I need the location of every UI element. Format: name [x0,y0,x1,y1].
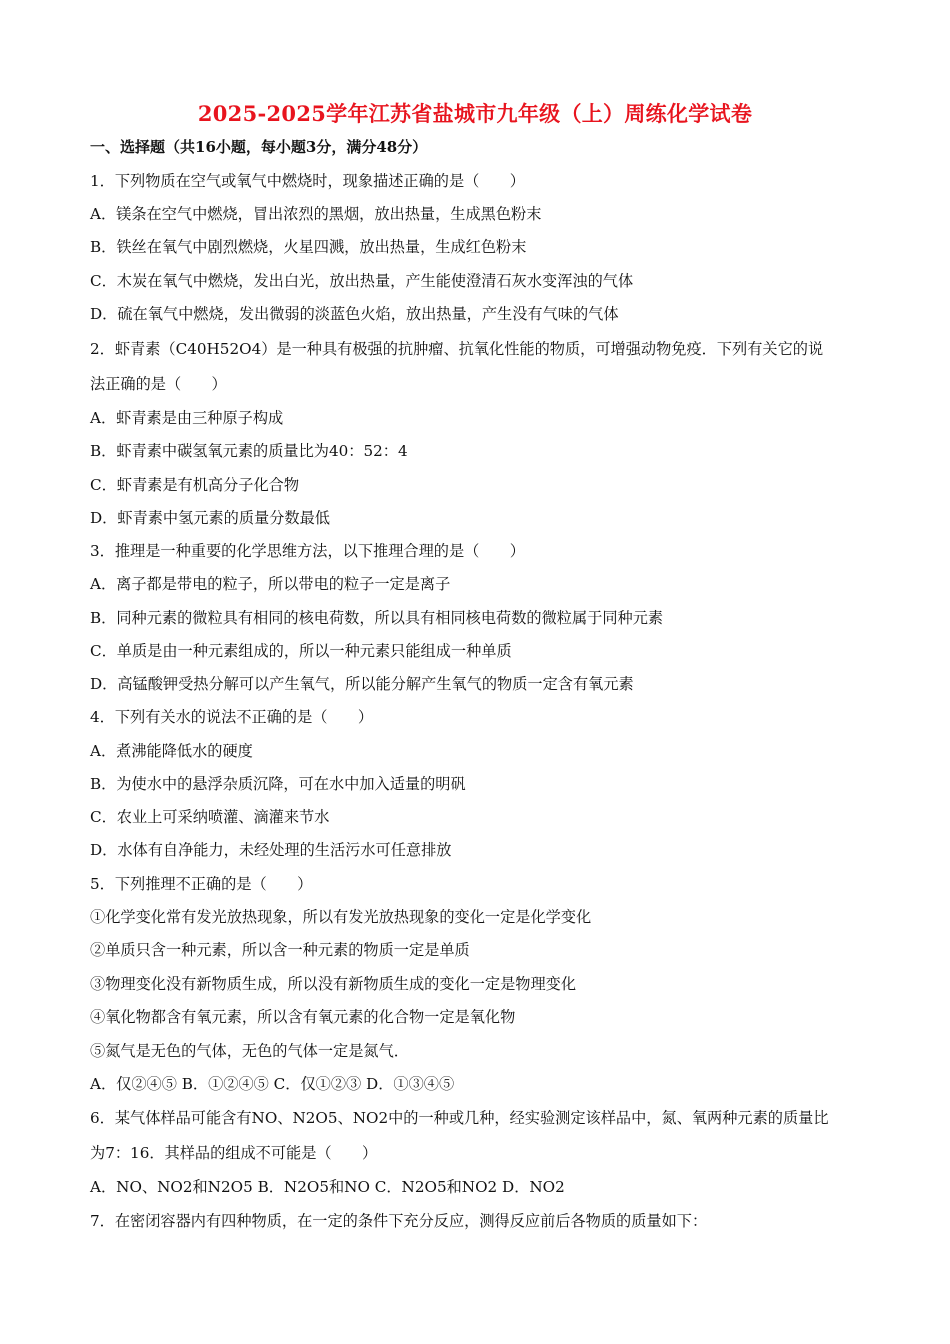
option-3d: D．高锰酸钾受热分解可以产生氧气，所以能分解产生氧气的物质一定含有氧元素 [90,675,634,693]
question-6: 6．某气体样品可能含有NO、N2O5、NO2中的一种或几种，经实验测定该样品中，氮、氧两种元素的质量比 [90,1109,829,1127]
statement-5-3: ③物理变化没有新物质生成，所以没有新物质生成的变化一定是物理变化 [90,975,576,993]
options-5: A．仅②④⑤ B．①②④⑤ C．仅①②③ D．①③④⑤ [90,1075,455,1093]
options-6: A．NO、NO2和N2O5 B．N2O5和NO C．N2O5和NO2 D．NO2 [90,1178,565,1196]
question-7: 7．在密闭容器内有四种物质，在一定的条件下充分反应，测得反应前后各物质的质量如下： [90,1212,708,1230]
option-4c: C．农业上可采纳喷灌、滴灌来节水 [90,808,330,826]
question-2-cont: 法正确的是（ ） [90,375,227,393]
statement-5-4: ④氧化物都含有氧元素，所以含有氧元素的化合物一定是氧化物 [90,1008,516,1026]
option-2a: A．虾青素是由三种原子构成 [90,409,284,427]
option-1b: B．铁丝在氧气中剧烈燃烧，火星四溅，放出热量，生成红色粉末 [90,238,527,256]
option-2c: C．虾青素是有机高分子化合物 [90,476,300,494]
option-3b: B．同种元素的微粒具有相同的核电荷数，所以具有相同核电荷数的微粒属于同种元素 [90,609,664,627]
option-1c: C．木炭在氧气中燃烧，发出白光，放出热量，产生能使澄清石灰水变浑浊的气体 [90,272,634,290]
question-3: 3．推理是一种重要的化学思维方法，以下推理合理的是（ ） [90,542,525,560]
option-2b: B．虾青素中碳氢氧元素的质量比为40：52：4 [90,442,408,460]
option-4b: B．为使水中的悬浮杂质沉降，可在水中加入适量的明矾 [90,775,466,793]
option-1a: A．镁条在空气中燃烧，冒出浓烈的黑烟，放出热量，生成黑色粉末 [90,205,542,223]
question-2 [90,339,823,359]
option-2d: D．虾青素中氢元素的质量分数最低 [90,509,330,527]
option-3c: C．单质是由一种元素组成的，所以一种元素只能组成一种单质 [90,642,512,660]
statement-5-5: ⑤氮气是无色的气体，无色的气体一定是氮气． [90,1042,409,1060]
question-6-cont: 为7：16．其样品的组成不可能是（ ） [90,1144,378,1162]
question-1: 1．下列物质在空气或氧气中燃烧时，现象描述正确的是（ ） [90,172,525,190]
question-5: 5．下列推理不正确的是（ ） [90,875,313,893]
option-3a: A．离子都是带电的粒子，所以带电的粒子一定是离子 [90,575,451,593]
section-heading: 一、选择题（共16小题，每小题3分，满分48分） [90,138,428,156]
question-2-text: 2．虾青素（C40H52O4）是一种具有极强的抗肿瘤、抗氧化性能的物质，可增强动物免疫．下列有关它的说 [90,340,824,358]
option-1d: D．硫在氧气中燃烧，发出微弱的淡蓝色火焰，放出热量，产生没有气味的气体 [90,305,619,323]
option-4a: A．煮沸能降低水的硬度 [90,742,253,760]
option-4d: D．水体有自净能力，未经处理的生活污水可任意排放 [90,841,452,859]
question-4: 4．下列有关水的说法不正确的是（ ） [90,708,374,726]
page-title: 2025-2025学年江苏省盐城市九年级（上）周练化学试卷 [197,101,753,126]
statement-5-2: ②单质只含一种元素，所以含一种元素的物质一定是单质 [90,941,470,959]
statement-5-1: ①化学变化常有发光放热现象，所以有发光放热现象的变化一定是化学变化 [90,908,592,926]
